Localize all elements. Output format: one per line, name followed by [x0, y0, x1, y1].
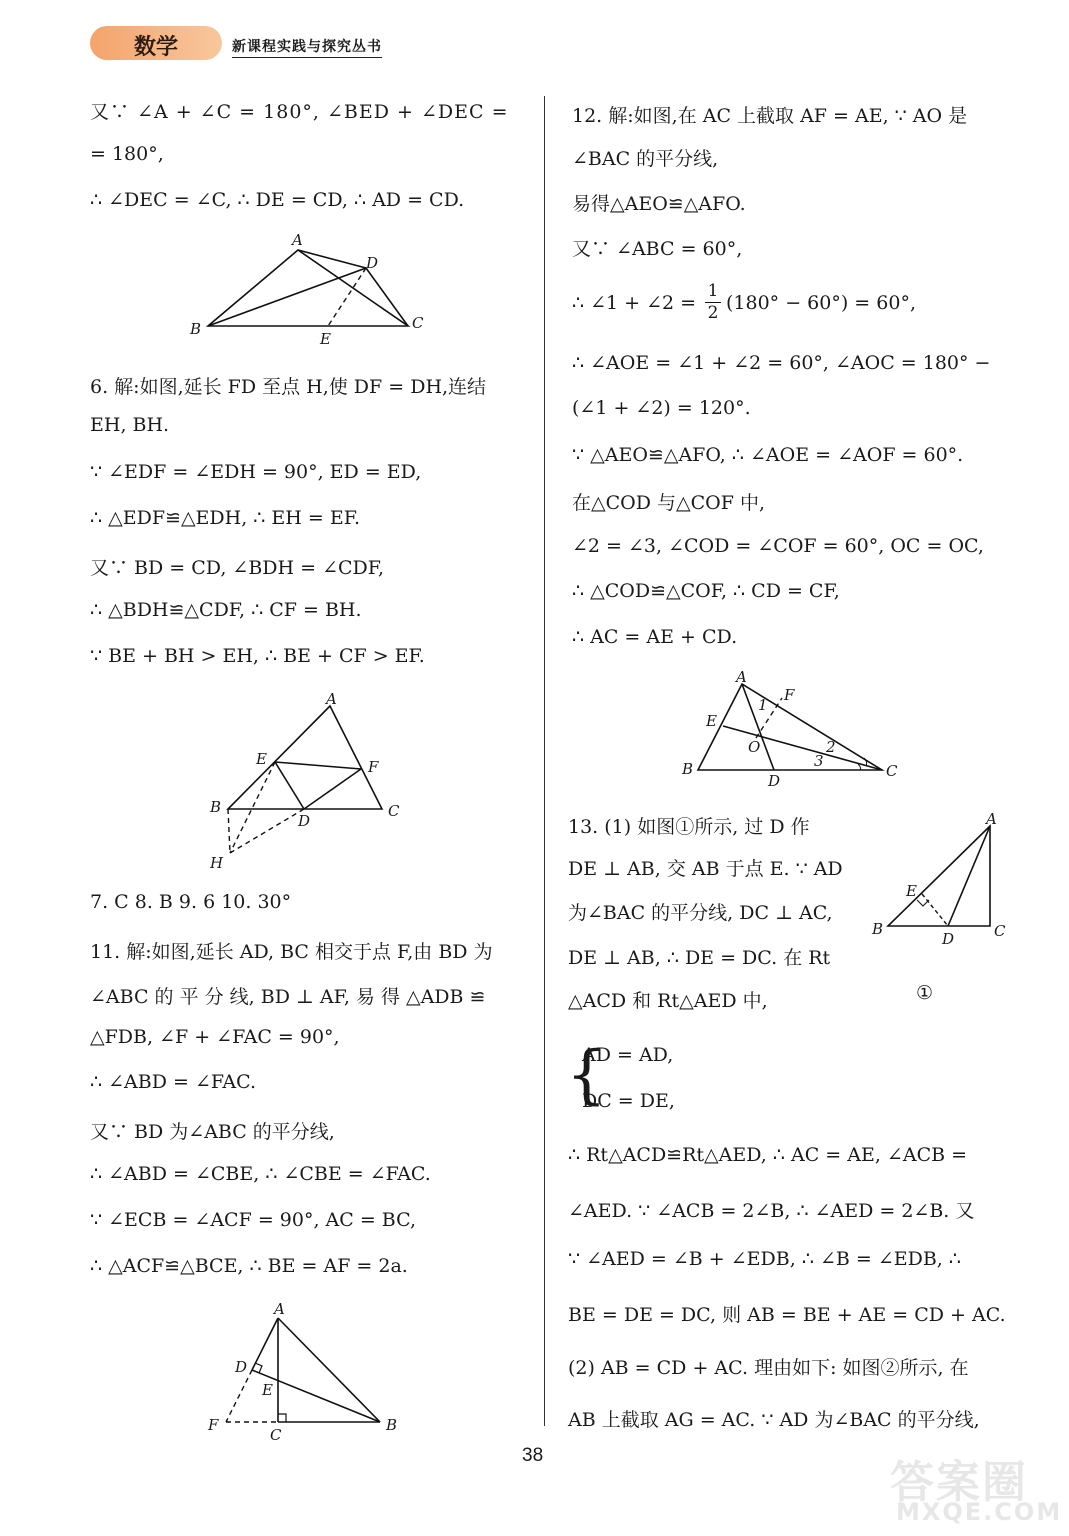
text-line: EH, BH. — [90, 414, 170, 436]
text-line: 又∵ ∠A + ∠C = 180°, ∠BED + ∠DEC = — [90, 101, 509, 123]
fig-label: D — [942, 930, 955, 948]
fraction — [705, 281, 721, 323]
figure-1-number: ① — [916, 982, 934, 1004]
text-line: ∴ ∠AOE = ∠1 + ∠2 = 60°, ∠AOC = 180° − — [572, 352, 991, 374]
text-line: ∴ ∠1 + ∠2 = — [572, 292, 697, 314]
fig-label: A — [736, 668, 747, 686]
fig-label: A — [986, 810, 997, 828]
watermark-url: MXQE.COM — [896, 1498, 1063, 1526]
fig-label: D — [298, 812, 311, 830]
text-line: ∴ △EDF≌△EDH, ∴ EH = EF. — [90, 507, 361, 529]
fig-label: 2 — [826, 738, 836, 756]
figure-2-triangle — [200, 688, 420, 873]
text-line: 为∠BAC 的平分线, DC ⊥ AC, — [568, 902, 833, 924]
series-title: 新课程实践与探究丛书 — [232, 36, 382, 58]
text-line: ∠ABC 的 平 分 线, BD ⊥ AF, 易 得 △ADB ≌ — [90, 986, 486, 1008]
fig-label: F — [208, 1416, 219, 1434]
text-line: ∴ ∠ABD = ∠CBE, ∴ ∠CBE = ∠FAC. — [90, 1163, 431, 1185]
text-line: ∠2 = ∠3, ∠COD = ∠COF = 60°, OC = OC, — [572, 535, 984, 557]
brace: { — [566, 1038, 607, 1112]
text-line: 6. 解:如图,延长 FD 至点 H,使 DF = DH,连结 — [90, 376, 487, 398]
text-line: (180° − 60°) = 60°, — [726, 292, 916, 314]
subject-label: 数学 — [134, 35, 179, 60]
text-line: AD = AD, — [582, 1044, 674, 1066]
fraction-numerator: 1 — [707, 281, 719, 301]
text-line: ∵ BE + BH > EH, ∴ BE + CF > EF. — [90, 645, 425, 667]
fig-label: E — [262, 1381, 273, 1399]
subject-badge — [90, 26, 222, 60]
fig-label: D — [768, 772, 781, 790]
fig-label: H — [210, 854, 224, 872]
text-line: ∵ ∠EDF = ∠EDH = 90°, ED = ED, — [90, 461, 422, 483]
text-line: BE = DE = DC, 则 AB = BE + AE = CD + AC. — [568, 1304, 1006, 1326]
column-divider — [544, 96, 545, 1426]
text-line: ∴ △BDH≌△CDF, ∴ CF = BH. — [90, 599, 362, 621]
text-line: 又∵ BD 为∠ABC 的平分线, — [90, 1121, 335, 1143]
text-line: ∴ AC = AE + CD. — [572, 626, 738, 648]
fig-label: D — [235, 1358, 248, 1376]
text-line: ∴ △COD≌△COF, ∴ CD = CF, — [572, 580, 840, 602]
fig-label: C — [388, 802, 400, 820]
text-line: △FDB, ∠F + ∠FAC = 90°, — [90, 1026, 340, 1048]
fig-label: E — [906, 882, 917, 900]
fig-label: E — [706, 712, 717, 730]
fig-label: 3 — [814, 752, 824, 770]
text-line: 13. (1) 如图①所示, 过 D 作 — [568, 816, 810, 838]
figure-3-triangle — [200, 1298, 410, 1443]
figure-4-triangle — [676, 668, 906, 788]
fig-label: A — [292, 231, 303, 249]
text-line: 在△COD 与△COF 中, — [572, 492, 765, 514]
text-line: AB 上截取 AG = AC. ∵ AD 为∠BAC 的平分线, — [568, 1409, 980, 1431]
fig-label: O — [748, 738, 761, 756]
text-line: 又∵ BD = CD, ∠BDH = ∠CDF, — [90, 557, 385, 579]
text-line: 易得△AEO≌△AFO. — [572, 193, 746, 215]
text-line: 又∵ ∠ABC = 60°, — [572, 238, 743, 260]
fig-label: F — [784, 686, 795, 704]
text-line: DC = DE, — [582, 1090, 675, 1112]
text-line: ∴ ∠DEC = ∠C, ∴ DE = CD, ∴ AD = CD. — [90, 189, 465, 211]
text-line: 11. 解:如图,延长 AD, BC 相交于点 F,由 BD 为 — [90, 941, 493, 963]
fig-label: A — [274, 1300, 285, 1318]
fig-label: B — [386, 1416, 398, 1434]
text-line: ∵ △AEO≌△AFO, ∴ ∠AOE = ∠AOF = 60°. — [572, 444, 964, 466]
fig-label: C — [994, 922, 1006, 940]
text-line: 7. C 8. B 9. 6 10. 30° — [90, 891, 292, 913]
fig-label: E — [256, 750, 267, 768]
fig-label: C — [270, 1426, 282, 1444]
figure-5-triangle — [868, 808, 1018, 948]
text-line: (2) AB = CD + AC. 理由如下: 如图②所示, 在 — [568, 1357, 969, 1379]
text-line: ∴ ∠ABD = ∠FAC. — [90, 1071, 257, 1093]
text-line: ∴ Rt△ACD≌Rt△AED, ∴ AC = AE, ∠ACB = — [568, 1144, 968, 1166]
text-line: ∵ ∠AED = ∠B + ∠EDB, ∴ ∠B = ∠EDB, ∴ — [568, 1248, 961, 1270]
fig-label: C — [886, 762, 898, 780]
watermark-logo — [890, 1446, 1063, 1528]
text-line: △ACD 和 Rt△AED 中, — [568, 990, 768, 1012]
fig-label: E — [320, 330, 331, 348]
text-line: ∠AED. ∵ ∠ACB = 2∠B, ∴ ∠AED = 2∠B. 又 — [568, 1200, 975, 1222]
text-line: 12. 解:如图,在 AC 上截取 AF = AE, ∵ AO 是 — [572, 105, 968, 127]
text-line: ∵ ∠ECB = ∠ACF = 90°, AC = BC, — [90, 1209, 417, 1231]
text-line: (∠1 + ∠2) = 120°. — [572, 397, 751, 419]
fig-label: B — [872, 920, 884, 938]
fig-label: C — [412, 314, 424, 332]
fig-label: B — [210, 798, 222, 816]
fig-label: A — [326, 690, 337, 708]
text-line: ∴ △ACF≌△BCE, ∴ BE = AF = 2a. — [90, 1255, 408, 1277]
text-line: ∠BAC 的平分线, — [572, 148, 719, 170]
fig-label: 1 — [758, 696, 768, 714]
text-line: = 180°, — [90, 143, 164, 165]
fig-label: B — [682, 760, 694, 778]
figure-1-triangle — [180, 230, 440, 355]
text-line: DE ⊥ AB, 交 AB 于点 E. ∵ AD — [568, 858, 843, 880]
text-line: DE ⊥ AB, ∴ DE = DC. 在 Rt — [568, 947, 831, 969]
fraction-denominator: 2 — [705, 302, 721, 323]
fig-label: D — [366, 254, 379, 272]
fig-label: B — [190, 320, 202, 338]
fig-label: F — [368, 758, 379, 776]
page-number: 38 — [522, 1445, 544, 1466]
watermark-text: 答案圈 — [890, 1457, 1028, 1508]
